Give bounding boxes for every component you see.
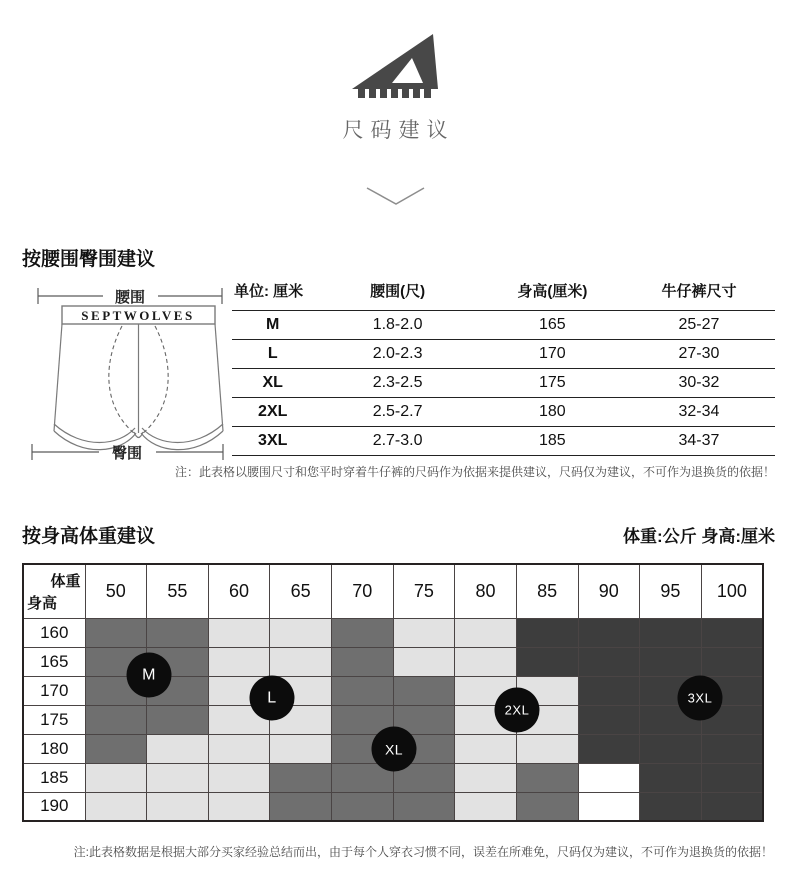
section-height-weight-title: 按身高体重建议 [22, 526, 156, 547]
matrix-cell [455, 618, 517, 647]
size-cell: L [232, 340, 313, 369]
matrix-cell [578, 734, 640, 763]
weight-col-header: 70 [332, 564, 394, 618]
weight-col-header: 55 [147, 564, 209, 618]
weight-col-header: 60 [208, 564, 270, 618]
size-cell: 3XL [232, 427, 313, 456]
waist-size-table [232, 278, 775, 456]
size-cell: 2XL [232, 398, 313, 427]
height-row-header: 170 [23, 676, 85, 705]
matrix-cell [332, 647, 394, 676]
matrix-cell [640, 647, 702, 676]
value-cell: 25-27 [623, 311, 775, 340]
height-weight-matrix [22, 563, 764, 822]
weight-col-header: 85 [516, 564, 578, 618]
matrix-cell [208, 763, 270, 792]
matrix-cell [578, 705, 640, 734]
matrix-cell [393, 676, 455, 705]
matrix-cell [701, 734, 763, 763]
weight-col-header: 80 [455, 564, 517, 618]
matrix-cell [455, 763, 517, 792]
matrix-cell [270, 763, 332, 792]
matrix-cell [578, 618, 640, 647]
matrix-cell [208, 618, 270, 647]
size-badge-m: M [127, 653, 172, 698]
weight-col-header: 75 [393, 564, 455, 618]
value-cell: 2.7-3.0 [313, 427, 481, 456]
matrix-cell [578, 647, 640, 676]
matrix-cell [516, 647, 578, 676]
weight-col-header: 95 [640, 564, 702, 618]
matrix-cell [208, 792, 270, 821]
matrix-cell [516, 763, 578, 792]
height-row-header: 180 [23, 734, 85, 763]
brand-label: SEPTWOLVES [81, 308, 195, 323]
value-cell: 2.3-2.5 [313, 369, 481, 398]
value-cell: 165 [482, 311, 623, 340]
value-cell: 27-30 [623, 340, 775, 369]
matrix-cell [516, 618, 578, 647]
height-row-header: 175 [23, 705, 85, 734]
size-table-row [232, 340, 775, 369]
matrix-cell [701, 618, 763, 647]
height-row-header: 160 [23, 618, 85, 647]
size-table-row [232, 398, 775, 427]
hip-label: 臀围 [111, 445, 143, 462]
matrix-cell [147, 792, 209, 821]
matrix-row [23, 618, 763, 647]
matrix-cell [270, 618, 332, 647]
matrix-cell [208, 647, 270, 676]
jeans-header: 牛仔裤尺寸 [623, 278, 775, 311]
units-label: 体重:公斤 身高:厘米 [622, 527, 775, 546]
matrix-table-note: 注:此表格数据是根据大部分买家经验总结而出，由于每个人穿衣习惯不同，误差在所难免，尺码仅为建议，不可作为退换货的依据！ [73, 845, 773, 859]
matrix-cell [85, 763, 147, 792]
matrix-cell [578, 676, 640, 705]
matrix-cell [640, 618, 702, 647]
matrix-cell [270, 734, 332, 763]
matrix-cell [701, 763, 763, 792]
waist-label: 腰围 [114, 289, 146, 306]
underwear-measure-diagram [25, 282, 230, 464]
matrix-cell [147, 763, 209, 792]
matrix-cell [455, 792, 517, 821]
matrix-cell [270, 647, 332, 676]
matrix-cell [85, 792, 147, 821]
size-cell: M [232, 311, 313, 340]
matrix-cell [393, 647, 455, 676]
corner-weight-label: 体重 [50, 573, 81, 590]
matrix-cell [516, 792, 578, 821]
weight-col-header: 100 [701, 564, 763, 618]
matrix-cell [640, 792, 702, 821]
value-cell: 30-32 [623, 369, 775, 398]
size-table-row [232, 311, 775, 340]
size-cell: XL [232, 369, 313, 398]
matrix-cell [208, 734, 270, 763]
weight-col-header: 65 [270, 564, 332, 618]
matrix-cell [332, 792, 394, 821]
page-title: 尺码建议 [342, 119, 455, 142]
value-cell: 185 [482, 427, 623, 456]
value-cell: 170 [482, 340, 623, 369]
size-table-row [232, 427, 775, 456]
weight-col-header: 50 [85, 564, 147, 618]
matrix-cell [516, 734, 578, 763]
size-badge-2xl: 2XL [495, 688, 540, 733]
matrix-cell [393, 792, 455, 821]
matrix-cell [147, 618, 209, 647]
size-table-header-row [232, 278, 775, 311]
corner-height-label: 身高 [27, 594, 58, 612]
matrix-cell [578, 763, 640, 792]
matrix-cell [640, 734, 702, 763]
matrix-cell [332, 618, 394, 647]
matrix-cell [147, 705, 209, 734]
height-row-header: 165 [23, 647, 85, 676]
matrix-cell [393, 618, 455, 647]
size-badge-l: L [250, 676, 295, 721]
size-badge-xl: XL [372, 727, 417, 772]
matrix-cell [270, 792, 332, 821]
matrix-cell [85, 705, 147, 734]
matrix-corner-cell [23, 564, 85, 618]
size-table-row [232, 369, 775, 398]
matrix-cell [578, 792, 640, 821]
value-cell: 2.0-2.3 [313, 340, 481, 369]
waist-table-note: 注：此表格以腰围尺寸和您平时穿着牛仔裤的尺码作为依据来提供建议，尺码仅为建议，不可作为退换货的依据！ [174, 465, 775, 479]
matrix-cell [701, 792, 763, 821]
waist-header: 腰围(尺) [313, 278, 481, 311]
matrix-cell [455, 734, 517, 763]
value-cell: 180 [482, 398, 623, 427]
value-cell: 34-37 [623, 427, 775, 456]
chevron-down-icon [365, 185, 425, 214]
matrix-table [22, 563, 764, 822]
weight-col-header: 90 [578, 564, 640, 618]
value-cell: 2.5-2.7 [313, 398, 481, 427]
matrix-cell [332, 676, 394, 705]
size-badge-3xl: 3XL [678, 676, 723, 721]
height-row-header: 190 [23, 792, 85, 821]
matrix-cell [147, 734, 209, 763]
section-waist-hip-title: 按腰围臀围建议 [22, 249, 156, 270]
value-cell: 1.8-2.0 [313, 311, 481, 340]
height-header: 身高(厘米) [482, 278, 623, 311]
unit-header: 单位: 厘米 [232, 278, 313, 311]
matrix-row [23, 792, 763, 821]
matrix-cell [640, 763, 702, 792]
matrix-cell [85, 734, 147, 763]
value-cell: 175 [482, 369, 623, 398]
matrix-cell [701, 647, 763, 676]
matrix-header-row [23, 564, 763, 618]
value-cell: 32-34 [623, 398, 775, 427]
matrix-cell [85, 618, 147, 647]
height-row-header: 185 [23, 763, 85, 792]
matrix-cell [455, 647, 517, 676]
set-square-icon [349, 33, 441, 108]
